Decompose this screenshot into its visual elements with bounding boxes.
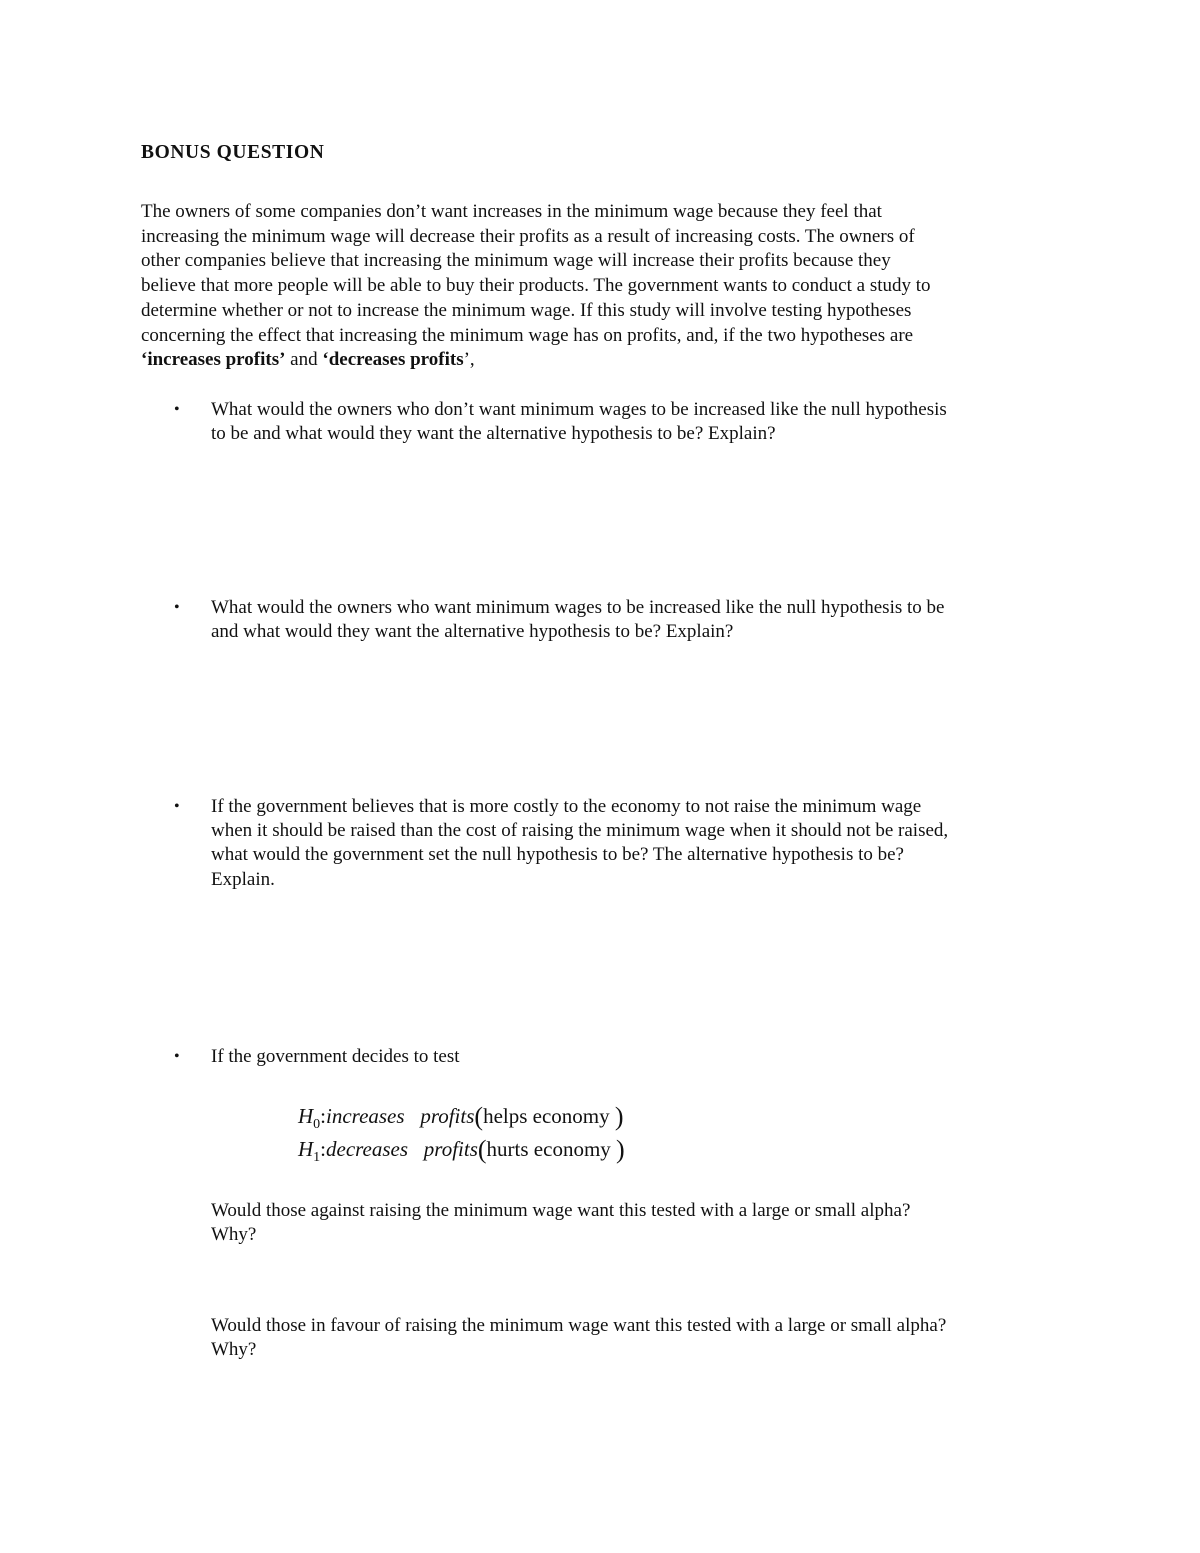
hypothesis-word: decreases (326, 1137, 409, 1161)
conjunction: and (285, 349, 323, 371)
intro-line: other companies believe that increasing the minimum wage will increase their profits because they (141, 250, 891, 272)
question-line: Would those in favour of raising the minimum wage want this tested with a large or small alpha? (211, 1315, 947, 1336)
hypothesis-subscript: 1 (313, 1150, 321, 1165)
intro-paragraph (141, 200, 1071, 373)
hypothesis-symbol: H (298, 1104, 314, 1128)
bullet-line: What would the owners who want minimum wages to be increased like the null hypothesis to be (211, 597, 945, 618)
question-in-favour-of-raising (211, 1314, 946, 1362)
intro-line: concerning the effect that increasing the minimum wage has on profits, and, if the two hypotheses are (141, 324, 914, 346)
intro-line: increasing the minimum wage will decrease their profits as a result of increasing costs. The owners of (141, 225, 915, 247)
hypothesis-increases-profits: increases profits’ (147, 349, 286, 371)
hypothesis-decreases-profits: decreases profits (328, 349, 464, 371)
question-against-raising (211, 1199, 910, 1247)
hypothesis-word: profits (423, 1137, 478, 1161)
intro-last-line (141, 348, 1071, 373)
hypothesis-word: profits (420, 1104, 475, 1128)
bullet-line: Explain. (211, 868, 275, 890)
page-title: BONUS QUESTION (141, 142, 325, 163)
quote-open: ‘ (322, 349, 329, 371)
bullet-text (211, 795, 948, 892)
bullet-line: when it should be raised than the cost of raising the minimum wage when it should not be raised, (211, 820, 949, 842)
quote-close: ’, (463, 349, 475, 371)
bullet-line: to be and what would they want the alternative hypothesis to be? Explain? (211, 423, 776, 445)
hypothesis-word: increases (326, 1104, 405, 1128)
bullet-icon: • (174, 599, 180, 616)
bullet-text (211, 1045, 460, 1069)
null-hypothesis-equation: $H_0:increases$ profits(helps economy ) (298, 1102, 624, 1132)
question-line: Why? (211, 1339, 257, 1361)
intro-line: believe that more people will be able to buy their products. The government wants to conduct a study to (141, 275, 931, 297)
question-line: Would those against raising the minimum wage want this tested with a large or small alpha? (211, 1200, 911, 1221)
bullet-line: and what would they want the alternative hypothesis to be? Explain? (211, 621, 734, 643)
quote-open: ‘ (141, 349, 148, 371)
bullet-line: If the government decides to test (211, 1046, 460, 1067)
bullet-icon: • (174, 1048, 180, 1065)
hypothesis-subscript: 0 (313, 1117, 321, 1132)
bullet-line: What would the owners who don’t want minimum wages to be increased like the null hypothesis (211, 399, 947, 420)
hypothesis-symbol: H (298, 1137, 314, 1161)
question-line: Why? (211, 1224, 257, 1246)
intro-line: determine whether or not to increase the minimum wage. If this study will involve testing hypotheses (141, 299, 912, 321)
intro-line: The owners of some companies don’t want increases in the minimum wage because they feel that (141, 201, 882, 222)
hypothesis-note: hurts economy (486, 1137, 611, 1161)
bullet-text (211, 398, 947, 446)
bullet-icon: • (174, 798, 180, 815)
alternative-hypothesis-equation: $H_1:decreases$ profits(hurts economy ) (298, 1135, 625, 1165)
bullet-icon: • (174, 401, 180, 418)
bullet-text (211, 596, 944, 644)
bullet-line: what would the government set the null hypothesis to be? The alternative hypothesis to be? (211, 844, 904, 866)
bullet-line: If the government believes that is more costly to the economy to not raise the minimum wage (211, 796, 922, 817)
hypothesis-note: helps economy (483, 1104, 610, 1128)
